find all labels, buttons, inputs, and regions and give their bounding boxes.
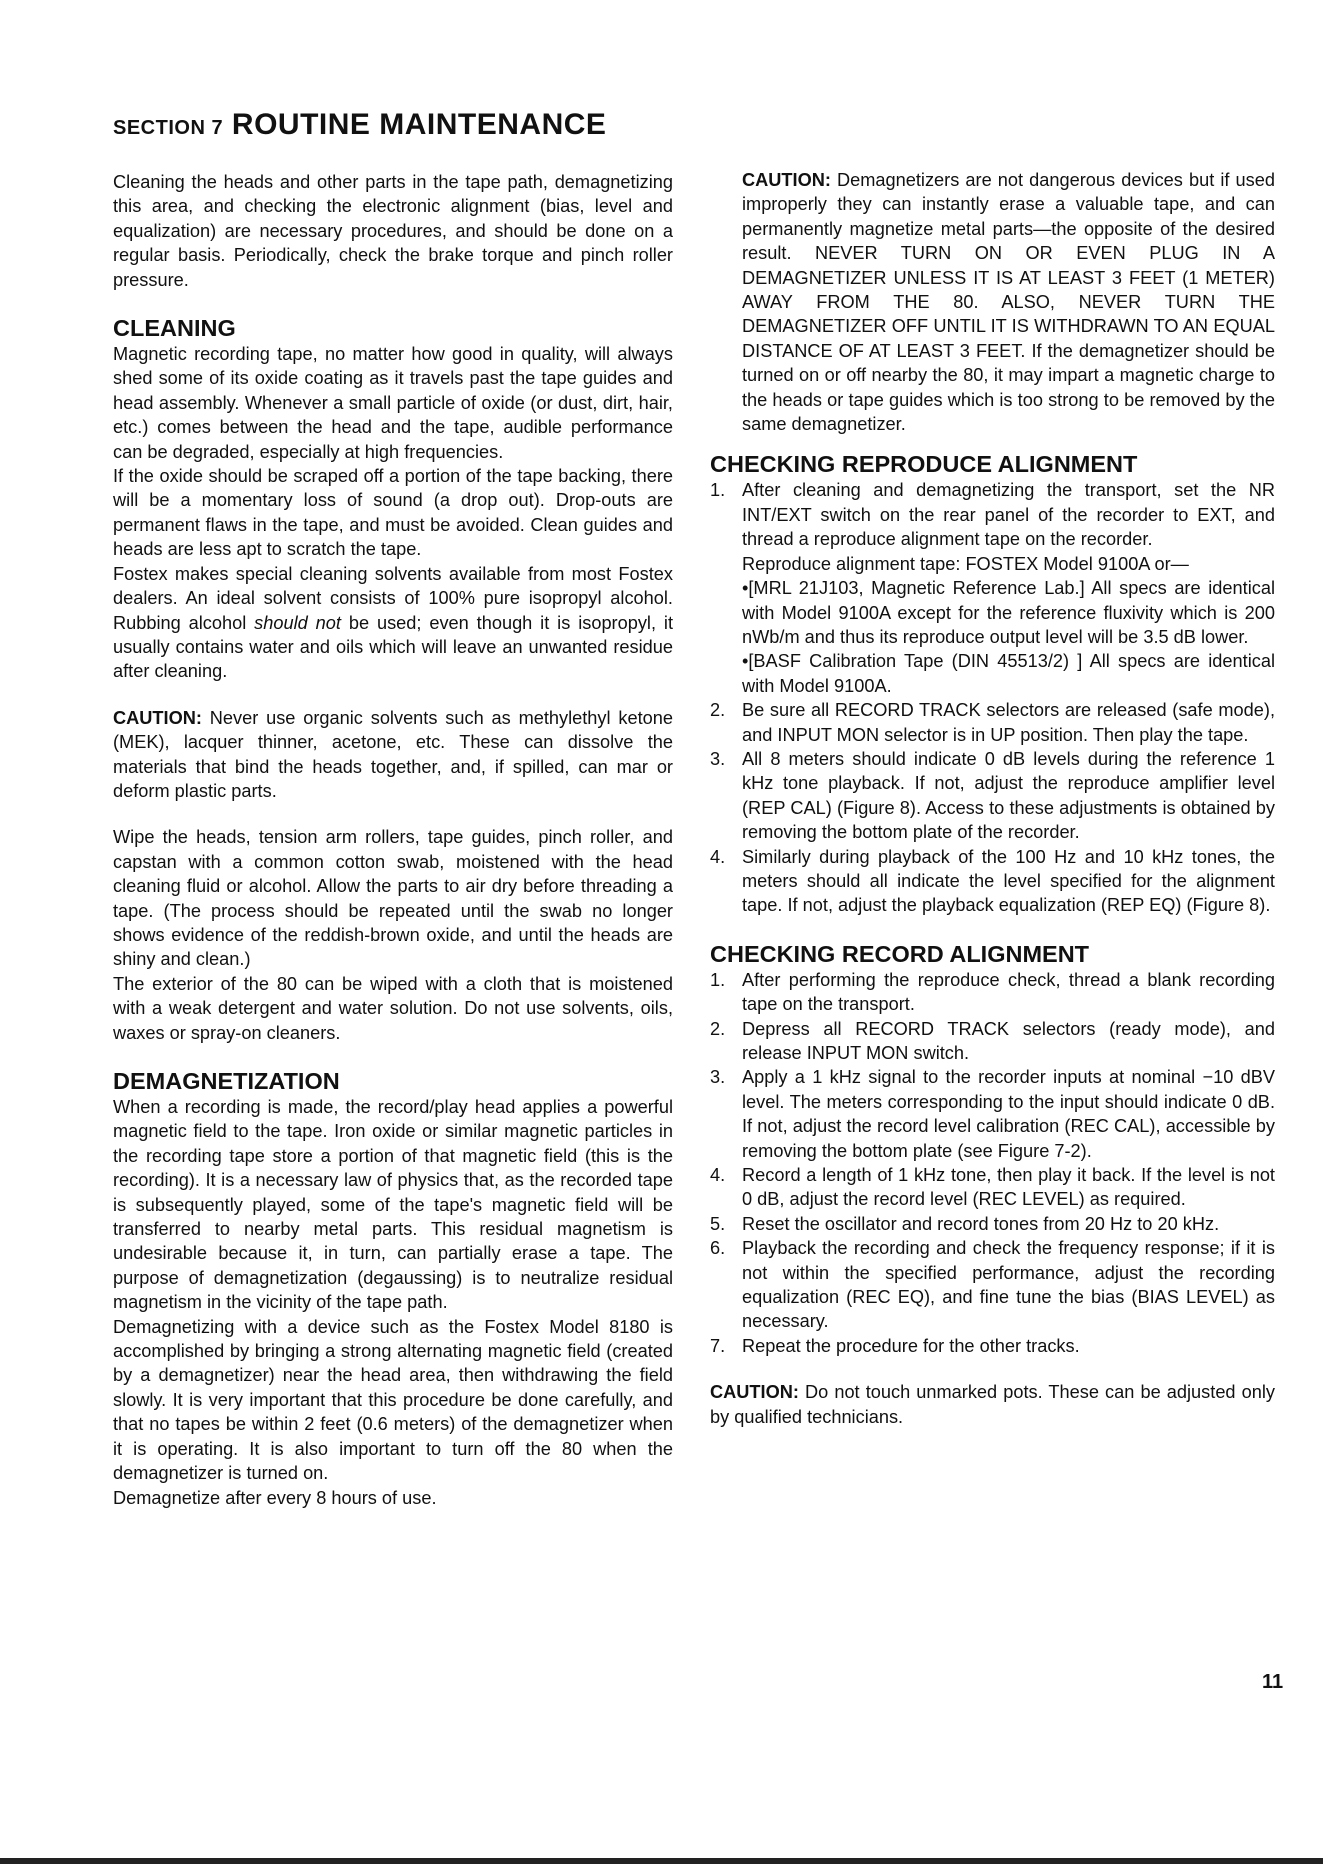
step-number: 5. bbox=[710, 1213, 726, 1234]
list-item bbox=[710, 845, 1275, 918]
list-item bbox=[710, 1236, 1275, 1334]
step-text: After cleaning and demagnetizing the transport, set the NR INT/EXT switch on the rear panel of the recorder to EXT, and thread a reproduce alignment tape on the recorder. bbox=[742, 480, 1275, 550]
list-item bbox=[710, 698, 1275, 747]
caution-pots-text: Do not touch unmarked pots. These can be adjusted only by qualified technicians. bbox=[710, 1382, 1275, 1427]
step-text: Be sure all RECORD TRACK selectors are released (safe mode), and INPUT MON selector is in UP position. Then play the tape. bbox=[742, 700, 1275, 745]
step-number: 3. bbox=[710, 748, 726, 769]
step-text: All 8 meters should indicate 0 dB levels during the reference 1 kHz tone playback. If not, adjust the reproduce amplifier level (REP CAL) (Figure 8). Access to these adjustments is obtained by removing the bottom plate of the recorder. bbox=[742, 748, 1275, 843]
demagnetization-heading: DEMAGNETIZATION bbox=[113, 1068, 340, 1094]
right-column bbox=[710, 168, 1275, 1429]
list-item bbox=[710, 1163, 1275, 1212]
list-item bbox=[710, 1334, 1275, 1358]
cleaning-p3-end: be used; even though it is isopropyl, it usually contains water and oils which will leave an unwanted residue after cleaning. bbox=[113, 612, 674, 682]
cleaning-paragraph-1: Magnetic recording tape, no matter how good in quality, will always shed some of its oxide coating as it travels past the tape guides and head assembly. Whenever a small particle of oxide (or dust, dirt, hair, etc.) comes between the head and the tape, audible performance can be degraded, especially at high frequencies. bbox=[113, 344, 673, 462]
bottom-rule bbox=[0, 1858, 1323, 1864]
list-item bbox=[710, 478, 1275, 698]
cleaning-p3-start: Fostex makes special cleaning solvents available from most Fostex dealers. An ideal solvent consists of 100% pure isopropyl alcohol. Rubbing alcohol bbox=[113, 563, 673, 633]
step-text: Playback the recording and check the frequency response; if it is not within the specified performance, adjust the recording equalization (REC EQ), and fine tune the bias (BIAS LEVEL) as necessary. bbox=[742, 1238, 1275, 1332]
cleaning-heading: CLEANING bbox=[113, 315, 236, 342]
emphasis-should-not: should not bbox=[254, 612, 341, 633]
step-number: 2. bbox=[710, 700, 726, 721]
step-text: Depress all RECORD TRACK selectors (ready mode), and release INPUT MON switch. bbox=[742, 1018, 1275, 1063]
demag-paragraph-2: Demagnetizing with a device such as the Fostex Model 8180 is accomplished by bringing a strong alternating magnetic field (created by a demagnetizer) near the head area, then withdrawing the field slowly. It is very important that this procedure be done carefully, and that no tapes be within 2 feet (0.6 meters) of the demagnetizer when it is operating. It is also important to turn off the 80 when the demagnetizer is turned on. bbox=[113, 1316, 673, 1484]
caution-demagnetizer bbox=[742, 168, 1275, 436]
step-number: 4. bbox=[710, 846, 726, 867]
step-text: Record a length of 1 kHz tone, then play it back. If the level is not 0 dB, adjust the record level (REC LEVEL) as required. bbox=[742, 1165, 1275, 1210]
caution-label: CAUTION: bbox=[113, 707, 202, 728]
step-number: 6. bbox=[710, 1238, 726, 1259]
step-number: 4. bbox=[710, 1165, 726, 1186]
step-number: 1. bbox=[710, 969, 726, 990]
left-column bbox=[113, 170, 673, 1510]
cleaning-paragraph-2: If the oxide should be scraped off a portion of the tape backing, there will be a momentary loss of sound (a drop out). Drop-outs are permanent flaws in the tape, and must be avoided. Clean guides and heads are less apt to scratch the tape. bbox=[113, 466, 673, 560]
list-item bbox=[710, 747, 1275, 845]
page-title bbox=[113, 108, 606, 142]
step-subtext: •[MRL 21J103, Magnetic Reference Lab.] All specs are identical with Model 9100A except for the reference fluxivity which is 200 nWb/m and thus its reproduce output level will be 3.5 dB lower. bbox=[742, 578, 1275, 647]
caution-pots bbox=[710, 1380, 1275, 1429]
step-number: 3. bbox=[710, 1067, 726, 1088]
list-item bbox=[710, 1212, 1275, 1236]
list-item bbox=[710, 968, 1275, 1017]
section-title: ROUTINE MAINTENANCE bbox=[231, 108, 607, 141]
demag-paragraph-1: When a recording is made, the record/play head applies a powerful magnetic field to the tape. Iron oxide or similar magnetic particles in the recording tape store a portion of that magnetic field (this is the recording). It is a necessary law of physics that, as the recorded tape is subsequently played, some of the tape's magnetic field will be transferred to nearby metal parts. This residual magnetism is undesirable because it, in turn, can partially erase a tape. The purpose of demagnetization (degaussing) is to neutralize residual magnetism in the vicinity of the tape path. bbox=[113, 1097, 673, 1313]
caution-label: CAUTION: bbox=[710, 1382, 799, 1403]
step-subtext: Reproduce alignment tape: FOSTEX Model 9100A or— bbox=[742, 553, 1189, 574]
step-number: 2. bbox=[710, 1018, 726, 1039]
caution-label: CAUTION: bbox=[742, 170, 831, 190]
list-item bbox=[710, 1065, 1275, 1163]
reproduce-steps bbox=[710, 478, 1275, 917]
step-text: After performing the reproduce check, thread a blank recording tape on the transport. bbox=[742, 969, 1275, 1015]
wipe-paragraph: Wipe the heads, tension arm rollers, tape guides, pinch roller, and capstan with a common cotton swab, moistened with the head cleaning fluid or alcohol. Allow the parts to air dry before threading a tape. (The process should be repeated until the swab no longer shows evidence of the reddish-brown oxide, and until the heads are shiny and clean.) bbox=[113, 827, 673, 970]
reproduce-alignment-heading: CHECKING REPRODUCE ALIGNMENT bbox=[710, 451, 1138, 478]
step-number: 1. bbox=[710, 480, 726, 501]
intro-paragraph: Cleaning the heads and other parts in the tape path, demagnetizing this area, and checking the electronic alignment (bias, level and equalization) are necessary procedures, and should be done on a regular basis. Periodically, check the brake torque and pinch roller pressure. bbox=[113, 172, 673, 290]
page-number: 11 bbox=[1262, 1671, 1284, 1693]
step-text: Reset the oscillator and record tones from 20 Hz to 20 kHz. bbox=[742, 1213, 1220, 1234]
caution-demagnetizer-text: Demagnetizers are not dangerous devices but if used improperly they can instantly erase a valuable tape, and can permanently magnetize metal parts—the opposite of the desired result. NEVER TURN ON OR EVEN PLUG IN A DEMAGNETIZER UNLESS IT IS AT LEAST 3 FEET (1 METER) AWAY FROM THE 80. ALSO, NEVER TURN THE DEMAGNETIZER OFF UNTIL IT IS WITHDRAWN TO AN EQUAL DISTANCE OF AT LEAST 3 FEET. If the demagnetizer should be turned on or off nearby the 80, it may impart a magnetic charge to the heads or tape guides which is too strong to be removed by the same demagnetizer. bbox=[742, 170, 1275, 435]
cleaning-paragraph-3 bbox=[113, 562, 673, 684]
step-subtext: •[BASF Calibration Tape (DIN 45513/2) ] All specs are identical with Model 9100A. bbox=[742, 651, 1275, 696]
step-number: 7. bbox=[710, 1335, 726, 1356]
list-item bbox=[710, 1017, 1275, 1066]
caution-solvents bbox=[113, 706, 673, 804]
exterior-paragraph: The exterior of the 80 can be wiped with a cloth that is moistened with a weak detergent and water solution. Do not use solvents, oils, waxes or spray-on cleaners. bbox=[113, 973, 673, 1043]
section-label: SECTION 7 bbox=[113, 117, 224, 139]
record-alignment-heading: CHECKING RECORD ALIGNMENT bbox=[710, 940, 1090, 967]
step-text: Repeat the procedure for the other tracks. bbox=[742, 1335, 1080, 1356]
demag-paragraph-3: Demagnetize after every 8 hours of use. bbox=[113, 1487, 437, 1508]
step-text: Similarly during playback of the 100 Hz and 10 kHz tones, the meters should all indicate the level specified for the alignment tape. If not, adjust the playback equalization (REP EQ) (Figure 8). bbox=[742, 846, 1275, 916]
caution-solvents-text: Never use organic solvents such as methylethyl ketone (MEK), lacquer thinner, acetone, etc. These can dissolve the materials that bind the heads together, and, if spilled, can mar or deform plastic parts. bbox=[113, 707, 673, 801]
step-text: Apply a 1 kHz signal to the recorder inputs at nominal −10 dBV level. The meters corresponding to the input should indicate 0 dB. If not, adjust the record level calibration (REC CAL), accessible by removing the bottom plate (see Figure 7-2). bbox=[742, 1067, 1275, 1161]
record-steps bbox=[710, 968, 1275, 1359]
